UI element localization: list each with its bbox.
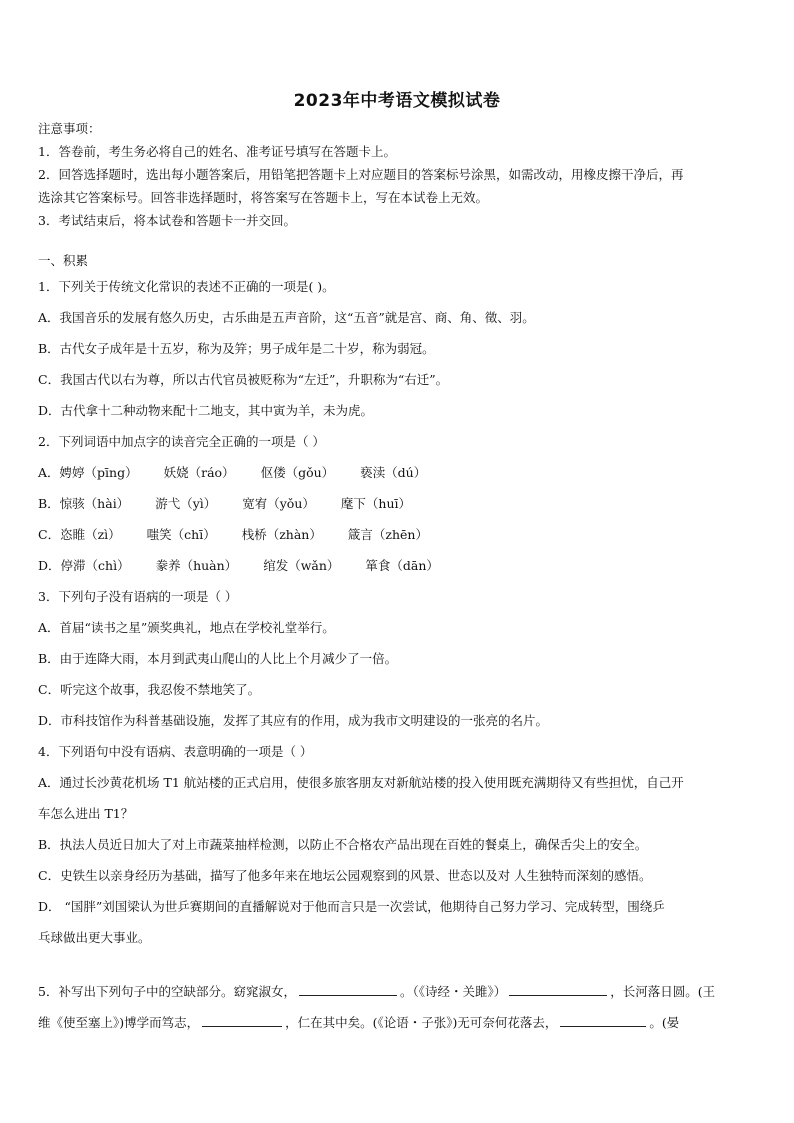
q1-option-d: D．古代拿十二种动物来配十二地支，其中寅为羊，未为虎。 [38, 403, 374, 418]
q2-a-word-3: 伛偻（gǒu） [260, 465, 335, 480]
q4-option-c: C．史铁生以亲身经历为基础，描写了他多年来在地坛公园观察到的风景、世态以及对 人生独特而深刻的感悟。 [38, 868, 652, 883]
q1-option-a: A．我国音乐的发展有悠久历史，古乐曲是五声音阶，这“五音”就是宫、商、角、徵、羽。 [38, 310, 535, 325]
q4-option-a: A．通过长沙黄花机场 T1 航站楼的正式启用，使很多旅客朋友对新航站楼的投入使用既充满期待又有些担忧，自己开 [38, 775, 684, 790]
q2-a-word-2: 妖娆（ráo） [163, 465, 235, 480]
q4-option-d: D． “国胖”刘国梁认为世乒赛期间的直播解说对于他而言只是一次尝试，他期待自己努力学习、完成转型，围绕乒 [38, 899, 665, 914]
notice-item-1: 1．答卷前，考生务必将自己的姓名、准考证号填写在答题卡上。 [38, 144, 396, 159]
q4-stem: 4．下列语句中没有语病、表意明确的一项是（ ） [38, 744, 313, 759]
answer-blank-1[interactable] [299, 983, 397, 996]
q2-d-word-1: D．停滞（chì） [38, 558, 130, 573]
q5-text-6: 。(晏 [649, 1015, 680, 1030]
q5-text-4: 维《使至塞上》)博学而笃志， [38, 1015, 200, 1030]
q2-c-word-1: C．恣睢（zì） [38, 527, 121, 542]
notice-heading: 注意事项： [38, 121, 101, 136]
q2-b-word-2: 游弋（yì） [155, 496, 217, 511]
page-title: 2023年中考语文模拟试卷 [293, 91, 501, 111]
q2-c-word-2: 嗤笑（chī） [146, 527, 216, 542]
answer-blank-3[interactable] [202, 1014, 282, 1027]
q1-stem: 1．下列关于传统文化常识的表述不正确的一项是( )。 [38, 279, 335, 294]
q2-b-word-3: 宽宥（yǒu） [242, 496, 315, 511]
q4-option-b: B．执法人员近日加大了对上市蔬菜抽样检测，以防止不合格农产品出现在百姓的餐桌上，确保舌尖上的安全。 [38, 837, 648, 852]
q5-text-3: ，长河落日圆。(王 [610, 984, 716, 999]
q2-c-word-4: 箴言（zhēn） [347, 527, 428, 542]
section-heading: 一、积累 [38, 253, 89, 268]
q1-option-b: B．古代女子成年是十五岁，称为及笄；男子成年是二十岁，称为弱冠。 [38, 341, 435, 356]
answer-blank-4[interactable] [560, 1014, 646, 1027]
q3-option-d: D．市科技馆作为科普基础设施，发挥了其应有的作用，成为我市文明建设的一张亮的名片。 [38, 713, 549, 728]
q4-option-a-cont: 车怎么进出 T1？ [38, 806, 134, 821]
notice-item-2-cont: 选涂其它答案标号。回答非选择题时，将答案写在答题卡上，写在本试卷上无效。 [38, 190, 489, 205]
q2-d-word-2: 豢养（huàn） [155, 558, 238, 573]
q2-d-word-3: 绾发（wǎn） [263, 558, 340, 573]
q5-text-2: 。（《诗经・关雎》） [399, 984, 507, 999]
q5-text-5: ，仁在其中矣。(《论语・子张》)无可奈何花落去， [285, 1015, 558, 1030]
notice-item-2: 2．回答选择题时，选出每小题答案后，用铅笔把答题卡上对应题目的答案标号涂黑，如需改动，用橡皮擦干净后，再 [38, 167, 684, 182]
q2-b-word-1: B．惊骇（hài） [38, 496, 130, 511]
q1-option-c: C．我国古代以右为尊，所以古代官员被贬称为“左迁”，升职称为“右迁”。 [38, 372, 449, 387]
q5-text-1: 5．补写出下列句子中的空缺部分。窈窕淑女， [38, 984, 296, 999]
q5-line-2 [38, 1014, 679, 1031]
q2-a-word-4: 亵渎（dú） [360, 465, 427, 480]
q2-d-word-4: 箪食（dān） [365, 558, 439, 573]
q4-option-d-cont: 乓球做出更大事业。 [38, 930, 151, 945]
q2-option-b [38, 496, 437, 512]
q3-option-a: A．首届“读书之星”颁奖典礼，地点在学校礼堂举行。 [38, 620, 335, 635]
q2-stem: 2．下列词语中加点字的读音完全正确的一项是（ ） [38, 434, 325, 449]
q3-option-b: B．由于连降大雨，本月到武夷山爬山的人比上个月减少了一倍。 [38, 651, 398, 666]
q5-line-1 [38, 983, 715, 1000]
notice-item-3: 3．考试结束后，将本试卷和答题卡一并交回。 [38, 213, 296, 228]
q2-option-c [38, 527, 454, 543]
q2-a-word-1: A．娉婷（pīng） [38, 465, 138, 480]
q2-b-word-4: 麾下（huī） [340, 496, 411, 511]
q2-c-word-3: 栈桥（zhàn） [241, 527, 322, 542]
q2-option-d [38, 558, 465, 574]
q2-option-a [38, 465, 452, 481]
q3-stem: 3．下列句子没有语病的一项是（ ） [38, 589, 238, 604]
answer-blank-2[interactable] [509, 983, 607, 996]
q3-option-c: C．听完这个故事，我忍俊不禁地笑了。 [38, 682, 261, 697]
